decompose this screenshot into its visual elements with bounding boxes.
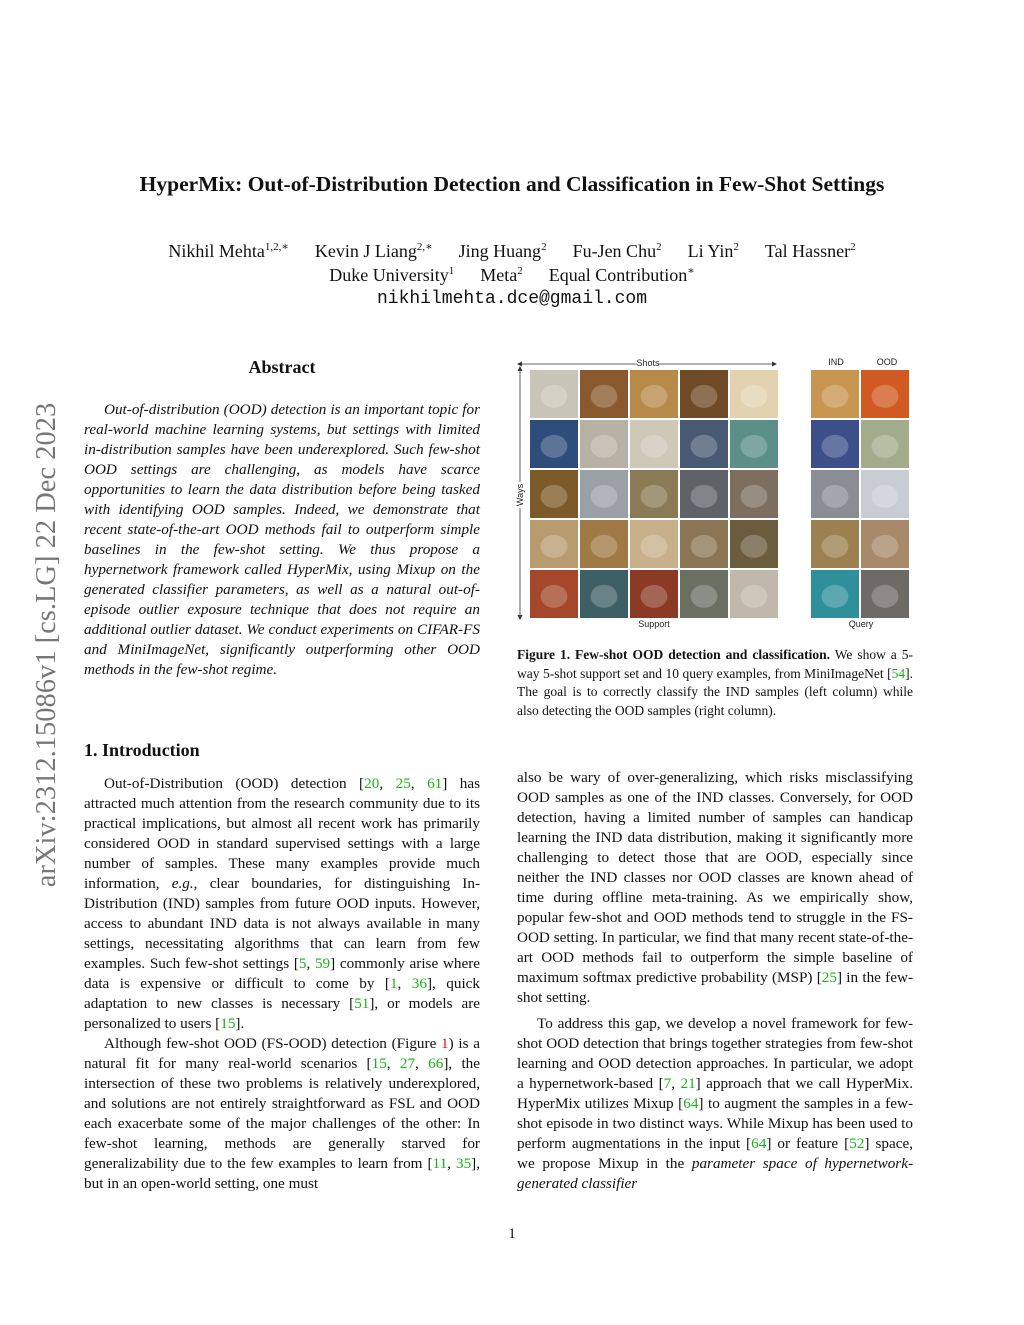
query-image-subject (822, 535, 849, 558)
query-image-subject (822, 585, 849, 608)
support-image-subject (691, 535, 718, 558)
text-run: , (306, 955, 315, 972)
text-run: ] to augment the samples in a few-shot episode in two distinct ways. While Mixup has been used to perform augmentations in the input [ (517, 1095, 914, 1152)
emphasis-text: e.g. (171, 875, 194, 892)
query-image-subject (822, 435, 849, 458)
text-run: , (415, 1055, 429, 1072)
author-list (0, 240, 1024, 262)
citation-link[interactable]: 36 (411, 975, 427, 992)
caption-text-2: ]. The goal is to correctly classify the IND samples (left column) while also detecting the OOD samples (right column). (517, 665, 913, 718)
citation-link[interactable]: 66 (428, 1055, 444, 1072)
citation-link[interactable]: 64 (751, 1135, 767, 1152)
text-run: ] in the few-shot setting. (517, 969, 914, 1006)
text-run: ]. (235, 1015, 245, 1032)
query-image-grid (811, 370, 909, 618)
text-run: ] has attracted much attention from the research community due to its practical implications, but almost all recent work has primarily considered OOD in standard supervised settings with a large number of samples. These many examples provide much information, (84, 775, 481, 892)
citation-link[interactable]: 61 (427, 775, 443, 792)
query-image-subject (872, 385, 899, 408)
text-run: ] commonly arise where data is expensive or difficult to come by [ (84, 955, 480, 992)
support-image-subject (591, 385, 618, 408)
contact-email[interactable]: nikhilmehta.dce@gmail.com (376, 289, 648, 309)
support-image-subject (541, 585, 568, 608)
text-run: , clear boundaries, for distinguishing In-Distribution (IND) samples from future OOD inputs. However, access to abundant IND data is not always available in many settings, necessitating algorithms that can learn from few examples. Such few-shot settings [ (84, 875, 481, 972)
citation-link[interactable]: 27 (399, 1055, 416, 1072)
support-image-subject (641, 485, 668, 508)
query-image-subject (872, 485, 899, 508)
citation-link[interactable]: 35 (455, 1155, 472, 1172)
text-run: ] approach that we call HyperMix. HyperMix utilizes Mixup [ (517, 1075, 914, 1112)
figure-1 (513, 354, 913, 630)
text-run: Out-of-Distribution (OOD) detection [ (104, 775, 365, 792)
paper-title: HyperMix: Out-of-Distribution Detection and Classification in Few-Shot Settings (139, 172, 885, 196)
right-column-paragraph-2 (517, 1014, 913, 1194)
citation-link[interactable]: 25 (395, 775, 411, 792)
affiliation-name: Meta$^2$ (480, 265, 523, 285)
citation-link[interactable]: 11 (432, 1155, 448, 1172)
support-image-subject (591, 435, 618, 458)
support-image-grid (530, 370, 778, 618)
text-run: also be wary of over-generalizing, which risks misclassifying OOD samples as one of the IND classes. Conversely, for OOD detection, having a limited number of samples can handicap learning the IND data distribution, making it significantly more challenging to detect those that are OOD, especially since neither the IND classes nor OOD classes are known ahead of time during offline meta-training. As we empirically show, popular few-shot and OOD methods tend to struggle in the FS-OOD setting. In particular, we find that many recent state-of-the-art OOD methods fail to outperform the simple baseline of maximum softmax predictive probability (MSP) [ (517, 769, 913, 986)
intro-paragraph-2 (84, 1034, 480, 1194)
support-image-subject (591, 485, 618, 508)
arxiv-identifier: arXiv:2312.15086v1 [cs.LG] 22 Dec 2023 (31, 402, 62, 888)
text-run: , (671, 1075, 681, 1092)
citation-link[interactable]: 5 (298, 955, 307, 972)
figure-reference-link[interactable]: 1 (441, 1035, 449, 1052)
author-name: Fu-Jen Chu$^2$ (572, 241, 662, 261)
support-image-subject (591, 535, 618, 558)
emphasis-text: parameter space of hypernetwork-generated classifier (517, 1155, 914, 1192)
page-number: 1 (508, 1226, 516, 1242)
affiliation-name: Duke University$^1$ (329, 265, 455, 285)
text-run: Although few-shot OOD (FS-OOD) detection (Figure (104, 1035, 442, 1052)
author-name: Tal Hassner$^2$ (764, 241, 856, 261)
figure-ood-label: OOD (876, 357, 898, 367)
query-image-subject (872, 535, 899, 558)
text-run: ] or feature [ (766, 1135, 850, 1152)
support-image-subject (741, 585, 768, 608)
support-image-subject (541, 385, 568, 408)
figure-1-caption (517, 646, 913, 720)
text-run: , (397, 975, 412, 992)
support-image-subject (641, 385, 668, 408)
support-image-subject (541, 435, 568, 458)
query-image-subject (872, 435, 899, 458)
caption-text-1: We show a 5-way 5-shot support set and 10 query examples, from MiniImageNet [ (517, 647, 913, 681)
text-run: , (447, 1155, 456, 1172)
support-image-subject (641, 585, 668, 608)
support-image-subject (741, 485, 768, 508)
affiliation-name: Equal Contribution∗ (548, 265, 695, 285)
text-run: , (386, 1055, 400, 1072)
support-image-subject (741, 435, 768, 458)
citation-link[interactable]: 25 (821, 969, 837, 986)
caption-citation[interactable]: 54 (891, 665, 906, 681)
affiliation-list (0, 264, 1024, 286)
support-image-subject (591, 585, 618, 608)
right-column-paragraph-1 (517, 768, 913, 1008)
support-image-subject (691, 485, 718, 508)
text-run: , (410, 775, 428, 792)
abstract-heading: Abstract (248, 357, 316, 377)
citation-link[interactable]: 64 (683, 1095, 699, 1112)
citation-link[interactable]: 51 (354, 995, 370, 1012)
citation-link[interactable]: 21 (680, 1075, 696, 1092)
support-image-subject (741, 385, 768, 408)
query-image-subject (822, 385, 849, 408)
support-image-subject (541, 535, 568, 558)
figure-ways-label: Ways (515, 483, 525, 507)
citation-link[interactable]: 20 (364, 775, 380, 792)
text-run: ], or models are personalized to users [ (84, 995, 481, 1032)
intro-paragraph-1 (84, 774, 480, 1034)
figure-ind-label: IND (828, 357, 844, 367)
text-run: ], but in an open-world setting, one must (84, 1155, 481, 1192)
section-heading-introduction: 1. Introduction (84, 740, 200, 760)
figure-1-canvas (513, 354, 913, 630)
citation-link[interactable]: 7 (663, 1075, 672, 1092)
support-image-subject (741, 535, 768, 558)
figure-query-label: Query (848, 619, 874, 629)
support-image-subject (541, 485, 568, 508)
support-image-subject (691, 385, 718, 408)
author-name: Nikhil Mehta$^{1,2,∗}$ (168, 241, 289, 261)
citation-link[interactable]: 15 (220, 1015, 236, 1032)
text-run: To address this gap, we develop a novel framework for few-shot OOD detection that brings together strategies from few-shot learning and OOD detection approaches. In particular, we adopt a hypernetwork-based [ (517, 1015, 913, 1092)
query-image-subject (822, 485, 849, 508)
support-image-subject (691, 585, 718, 608)
support-image-subject (641, 435, 668, 458)
author-name: Li Yin$^2$ (687, 241, 739, 261)
citation-link[interactable]: 59 (314, 955, 331, 972)
citation-link[interactable]: 52 (849, 1135, 865, 1152)
citation-link[interactable]: 15 (371, 1055, 387, 1072)
author-name: Jing Huang$^2$ (458, 241, 547, 261)
figure-support-label: Support (638, 619, 670, 629)
text-run: ) is a natural fit for many real-world scenarios [ (84, 1035, 480, 1072)
text-run: ], quick adaptation to new classes is necessary [ (84, 975, 481, 1012)
caption-title: Figure 1. Few-shot OOD detection and classification. (517, 647, 830, 662)
support-image-subject (641, 535, 668, 558)
support-image-subject (691, 435, 718, 458)
abstract-body: Out-of-distribution (OOD) detection is an important topic for real-world machine learning systems, but settings with limited in-distribution samples have been underexplored. Such few-shot OOD settings are challenging, as models have scarce opportunities to learn the data distribution before being tasked with identifying OOD samples. Indeed, we demonstrate that recent state-of-the-art OOD methods fail to outperform simple baselines in the few-shot setting. We thus propose a hypernetwork framework called HyperMix, using Mixup on the generated classifier parameters, as well as a natural out-of-episode outlier exposure technique that does not require an additional outlier dataset. We conduct experiments on CIFAR-FS and MiniImageNet, significantly outperforming other OOD methods in the few-shot regime. (84, 401, 480, 678)
citation-link[interactable]: 1 (389, 975, 398, 992)
text-run: , (379, 775, 396, 792)
text-run: ], the intersection of these two problems is relatively underexplored, and solutions are not entirely straightforward as FSL and OOD each exacerbate some of the major challenges of the other: In few-shot learning, methods are generally starved for generalizability due to the few examples to learn from [ (84, 1055, 480, 1172)
text-run: ] space, we propose Mixup in the (517, 1135, 913, 1172)
query-image-subject (872, 585, 899, 608)
author-name: Kevin J Liang$^{2,∗}$ (314, 241, 433, 261)
figure-shots-label: Shots (636, 358, 660, 368)
